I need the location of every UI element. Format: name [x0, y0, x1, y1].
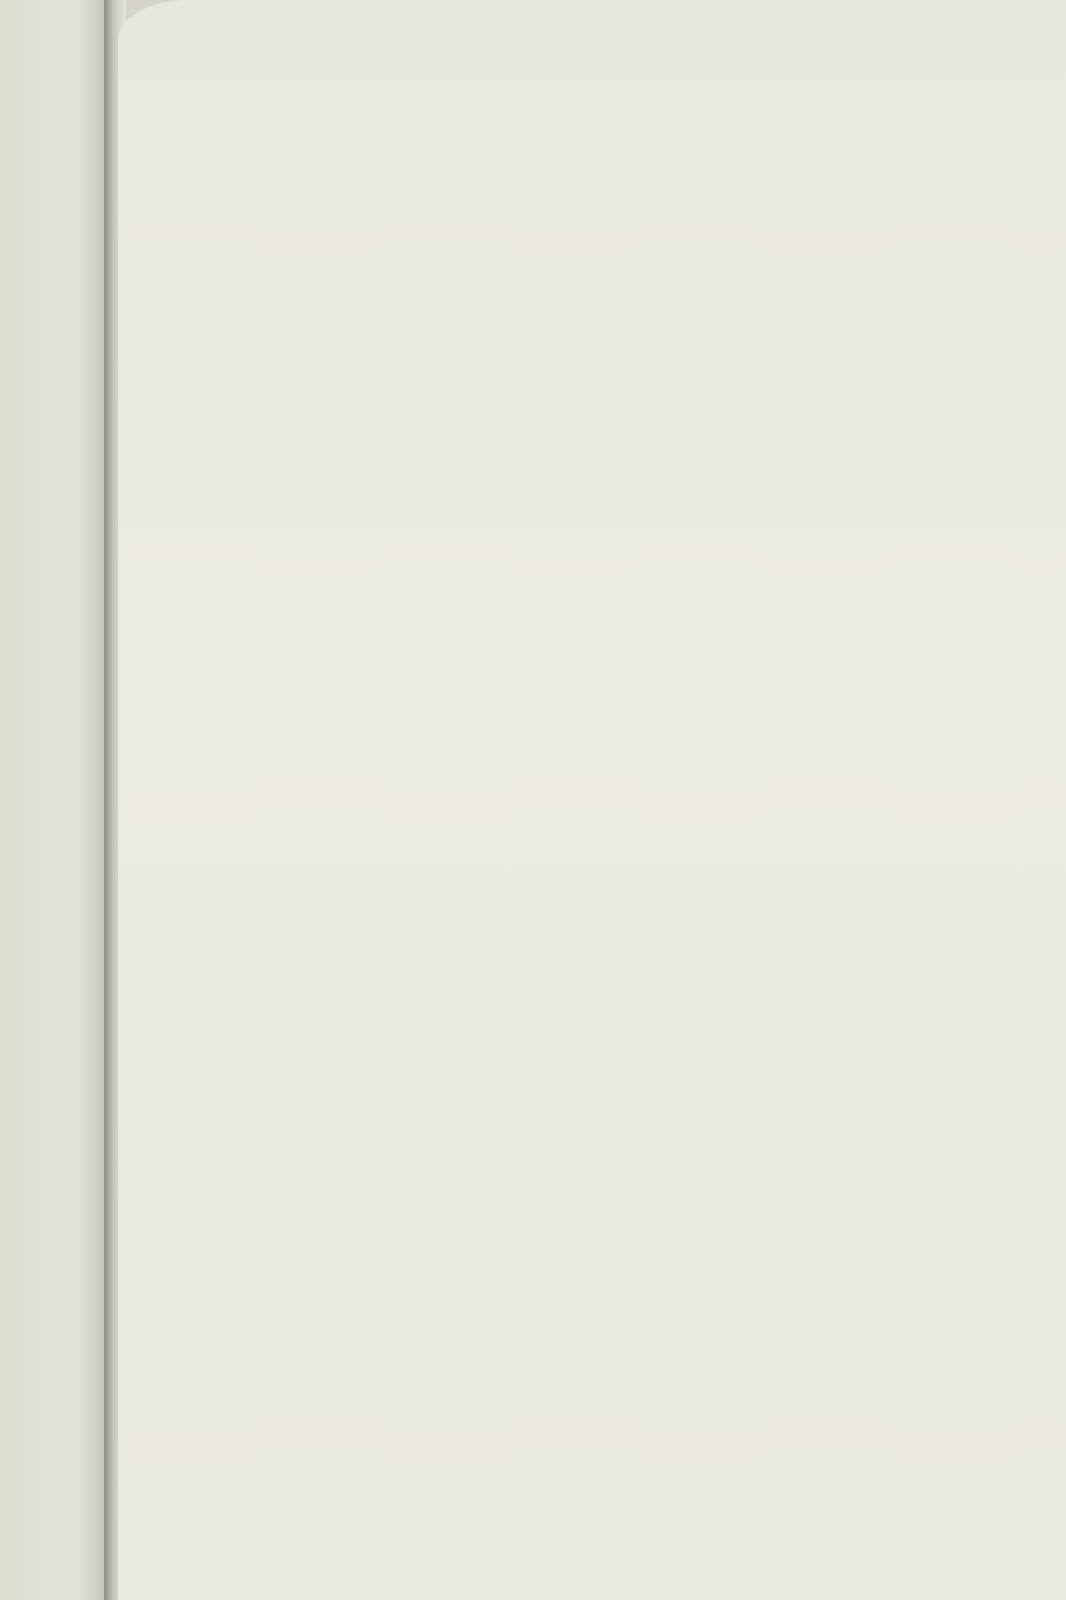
body-text	[166, 188, 876, 192]
page-content	[166, 124, 876, 200]
running-head	[166, 124, 876, 172]
right-page	[118, 0, 1066, 1600]
footnotes	[166, 196, 876, 200]
left-page-text	[2, 30, 110, 36]
left-page-edge	[0, 0, 112, 1600]
section-heading	[166, 188, 876, 192]
